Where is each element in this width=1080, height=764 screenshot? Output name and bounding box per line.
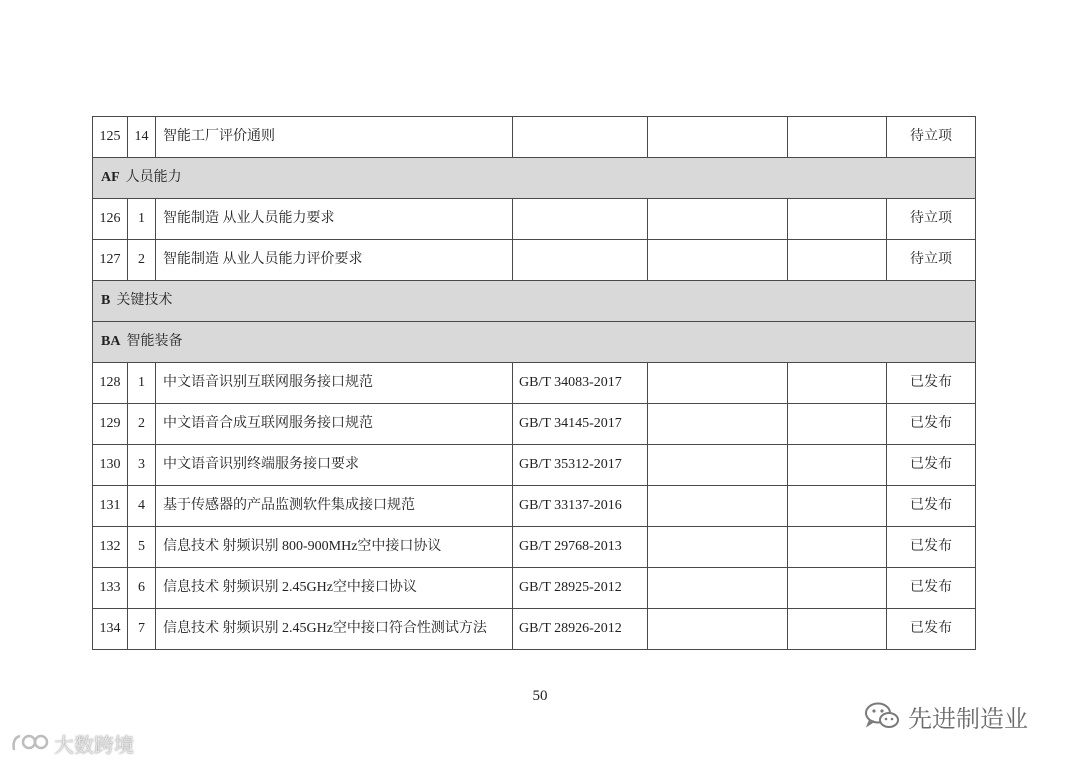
empty-cell — [788, 527, 887, 568]
empty-cell — [648, 527, 788, 568]
row-index: 4 — [128, 486, 156, 527]
row-number: 130 — [93, 445, 128, 486]
row-number: 131 — [93, 486, 128, 527]
status-cell: 已发布 — [887, 404, 976, 445]
row-index: 3 — [128, 445, 156, 486]
section-code: AF — [101, 170, 120, 186]
standard-code: GB/T 28926-2012 — [513, 609, 648, 650]
status-cell: 已发布 — [887, 527, 976, 568]
empty-cell — [648, 404, 788, 445]
standard-name: 基于传感器的产品监测软件集成接口规范 — [156, 486, 513, 527]
table-row — [93, 527, 976, 568]
standard-code — [513, 117, 648, 158]
section-row — [93, 158, 976, 199]
watermark-wechat-text: 先进制造业 — [908, 704, 1028, 733]
table-row — [93, 240, 976, 281]
standard-name: 中文语音识别互联网服务接口规范 — [156, 363, 513, 404]
row-number: 127 — [93, 240, 128, 281]
table-row — [93, 117, 976, 158]
standard-code — [513, 199, 648, 240]
empty-cell — [788, 117, 887, 158]
status-cell: 已发布 — [887, 445, 976, 486]
empty-cell — [788, 404, 887, 445]
empty-cell — [648, 486, 788, 527]
row-number: 129 — [93, 404, 128, 445]
standard-code: GB/T 35312-2017 — [513, 445, 648, 486]
section-header — [93, 158, 976, 199]
row-number: 134 — [93, 609, 128, 650]
empty-cell — [648, 445, 788, 486]
empty-cell — [648, 609, 788, 650]
table-row — [93, 486, 976, 527]
status-cell: 已发布 — [887, 363, 976, 404]
empty-cell — [788, 609, 887, 650]
section-title: 人员能力 — [125, 170, 182, 186]
section-header — [93, 281, 976, 322]
section-header — [93, 322, 976, 363]
status-cell: 待立项 — [887, 199, 976, 240]
section-title: 智能装备 — [126, 334, 183, 350]
row-index: 2 — [128, 404, 156, 445]
empty-cell — [788, 445, 887, 486]
watermark-brand-text: 大数跨境 — [54, 732, 134, 757]
row-number: 132 — [93, 527, 128, 568]
row-index: 1 — [128, 199, 156, 240]
standard-name: 智能制造 从业人员能力评价要求 — [156, 240, 513, 281]
standard-name: 智能工厂评价通则 — [156, 117, 513, 158]
row-number: 128 — [93, 363, 128, 404]
watermark-wechat — [864, 700, 1028, 732]
standard-code: GB/T 34083-2017 — [513, 363, 648, 404]
section-code: B — [101, 293, 111, 309]
table-row — [93, 363, 976, 404]
row-number: 125 — [93, 117, 128, 158]
standard-code: GB/T 34145-2017 — [513, 404, 648, 445]
empty-cell — [788, 486, 887, 527]
standard-code: GB/T 33137-2016 — [513, 486, 648, 527]
logo-icon — [10, 730, 50, 756]
status-cell: 已发布 — [887, 486, 976, 527]
empty-cell — [648, 199, 788, 240]
standard-name: 中文语音合成互联网服务接口规范 — [156, 404, 513, 445]
empty-cell — [648, 117, 788, 158]
row-number: 133 — [93, 568, 128, 609]
standard-name: 信息技术 射频识别 2.45GHz空中接口协议 — [156, 568, 513, 609]
empty-cell — [648, 240, 788, 281]
empty-cell — [648, 363, 788, 404]
empty-cell — [648, 568, 788, 609]
standard-code: GB/T 29768-2013 — [513, 527, 648, 568]
standard-name: 信息技术 射频识别 800-900MHz空中接口协议 — [156, 527, 513, 568]
standard-code: GB/T 28925-2012 — [513, 568, 648, 609]
section-code: BA — [101, 334, 121, 350]
row-index: 1 — [128, 363, 156, 404]
standard-name: 智能制造 从业人员能力要求 — [156, 199, 513, 240]
table-row — [93, 404, 976, 445]
table-row — [93, 609, 976, 650]
page-number: 50 — [532, 688, 548, 704]
section-row — [93, 281, 976, 322]
table-row — [93, 568, 976, 609]
status-cell: 已发布 — [887, 609, 976, 650]
row-number: 126 — [93, 199, 128, 240]
section-row — [93, 322, 976, 363]
status-cell: 待立项 — [887, 240, 976, 281]
table-row — [93, 199, 976, 240]
watermark-brand — [10, 728, 134, 758]
empty-cell — [788, 240, 887, 281]
standard-code — [513, 240, 648, 281]
row-index: 7 — [128, 609, 156, 650]
row-index: 6 — [128, 568, 156, 609]
row-index: 2 — [128, 240, 156, 281]
empty-cell — [788, 568, 887, 609]
standard-name: 中文语音识别终端服务接口要求 — [156, 445, 513, 486]
section-title: 关键技术 — [116, 293, 173, 309]
empty-cell — [788, 199, 887, 240]
standard-name: 信息技术 射频识别 2.45GHz空中接口符合性测试方法 — [156, 609, 513, 650]
table-row — [93, 445, 976, 486]
standards-table — [92, 116, 976, 650]
wechat-icon — [864, 701, 900, 731]
empty-cell — [788, 363, 887, 404]
status-cell: 已发布 — [887, 568, 976, 609]
row-index: 14 — [128, 117, 156, 158]
row-index: 5 — [128, 527, 156, 568]
status-cell: 待立项 — [887, 117, 976, 158]
